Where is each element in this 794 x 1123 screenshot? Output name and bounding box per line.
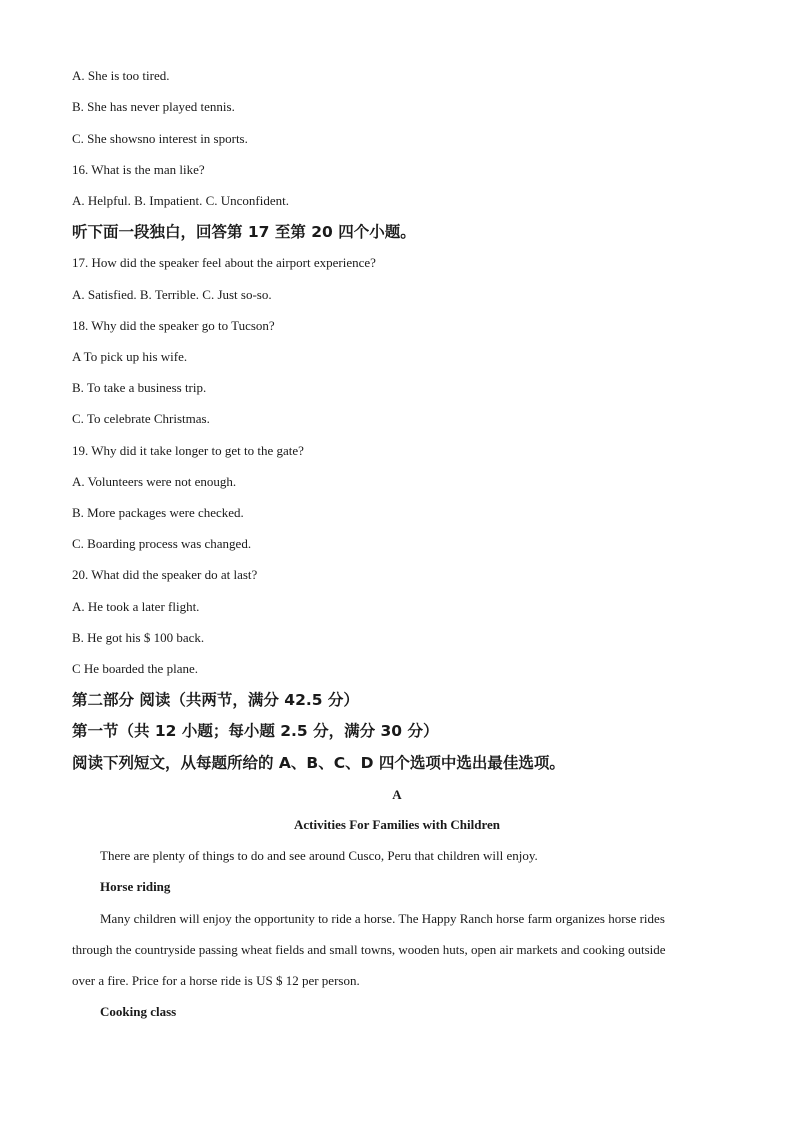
passage-letter: A xyxy=(392,787,402,802)
passage-title: Activities For Families with Children xyxy=(293,817,501,832)
option-18a: A To pick up his wife. xyxy=(72,349,188,364)
option-18c: C. To celebrate Christmas. xyxy=(72,411,210,426)
option-15b: B. She has never played tennis. xyxy=(72,99,235,114)
option-15c: C. She showsno interest in sports. xyxy=(72,131,248,146)
horse-riding-line-3: over a fire. Price for a horse ride is US $ 12 per person. xyxy=(72,973,360,988)
question-20: 20. What did the speaker do at last? xyxy=(72,567,258,582)
section-one-heading: 第一节（共 12 小题；每小题 2.5 分，满分 30 分） xyxy=(72,722,439,740)
question-16: 16. What is the man like? xyxy=(72,162,205,177)
option-19a: A. Volunteers were not enough. xyxy=(72,474,237,489)
option-15a: A. She is too tired. xyxy=(72,68,170,83)
option-19c: C. Boarding process was changed. xyxy=(72,536,252,551)
options-17: A. Satisfied. B. Terrible. C. Just so-so. xyxy=(72,287,272,302)
reading-instruction: 阅读下列短文，从每题所给的 A、B、C、D 四个选项中选出最佳选项。 xyxy=(72,754,565,772)
horse-riding-heading: Horse riding xyxy=(100,879,171,894)
horse-riding-line-2: through the countryside passing wheat fields and small towns, wooden huts, open air markets and cooking outside xyxy=(72,942,666,957)
question-19: 19. Why did it take longer to get to the gate? xyxy=(72,443,304,458)
option-20a: A. He took a later flight. xyxy=(72,599,200,614)
cooking-class-heading: Cooking class xyxy=(100,1004,177,1019)
option-19b: B. More packages were checked. xyxy=(72,505,244,520)
question-18: 18. Why did the speaker go to Tucson? xyxy=(72,318,275,333)
part-two-heading: 第二部分 阅读（共两节，满分 42.5 分） xyxy=(72,691,359,709)
option-18b: B. To take a business trip. xyxy=(72,380,207,395)
options-16: A. Helpful. B. Impatient. C. Unconfident. xyxy=(72,193,289,208)
option-20b: B. He got his $ 100 back. xyxy=(72,630,205,645)
option-20c: C He boarded the plane. xyxy=(72,661,198,676)
horse-riding-line-1: Many children will enjoy the opportunity to ride a horse. The Happy Ranch horse farm organizes horse rides xyxy=(100,911,665,926)
question-17: 17. How did the speaker feel about the airport experience? xyxy=(72,255,376,270)
monologue-instruction: 听下面一段独白，回答第 17 至第 20 四个小题。 xyxy=(72,223,416,241)
passage-intro: There are plenty of things to do and see around Cusco, Peru that children will enjoy. xyxy=(100,848,538,863)
